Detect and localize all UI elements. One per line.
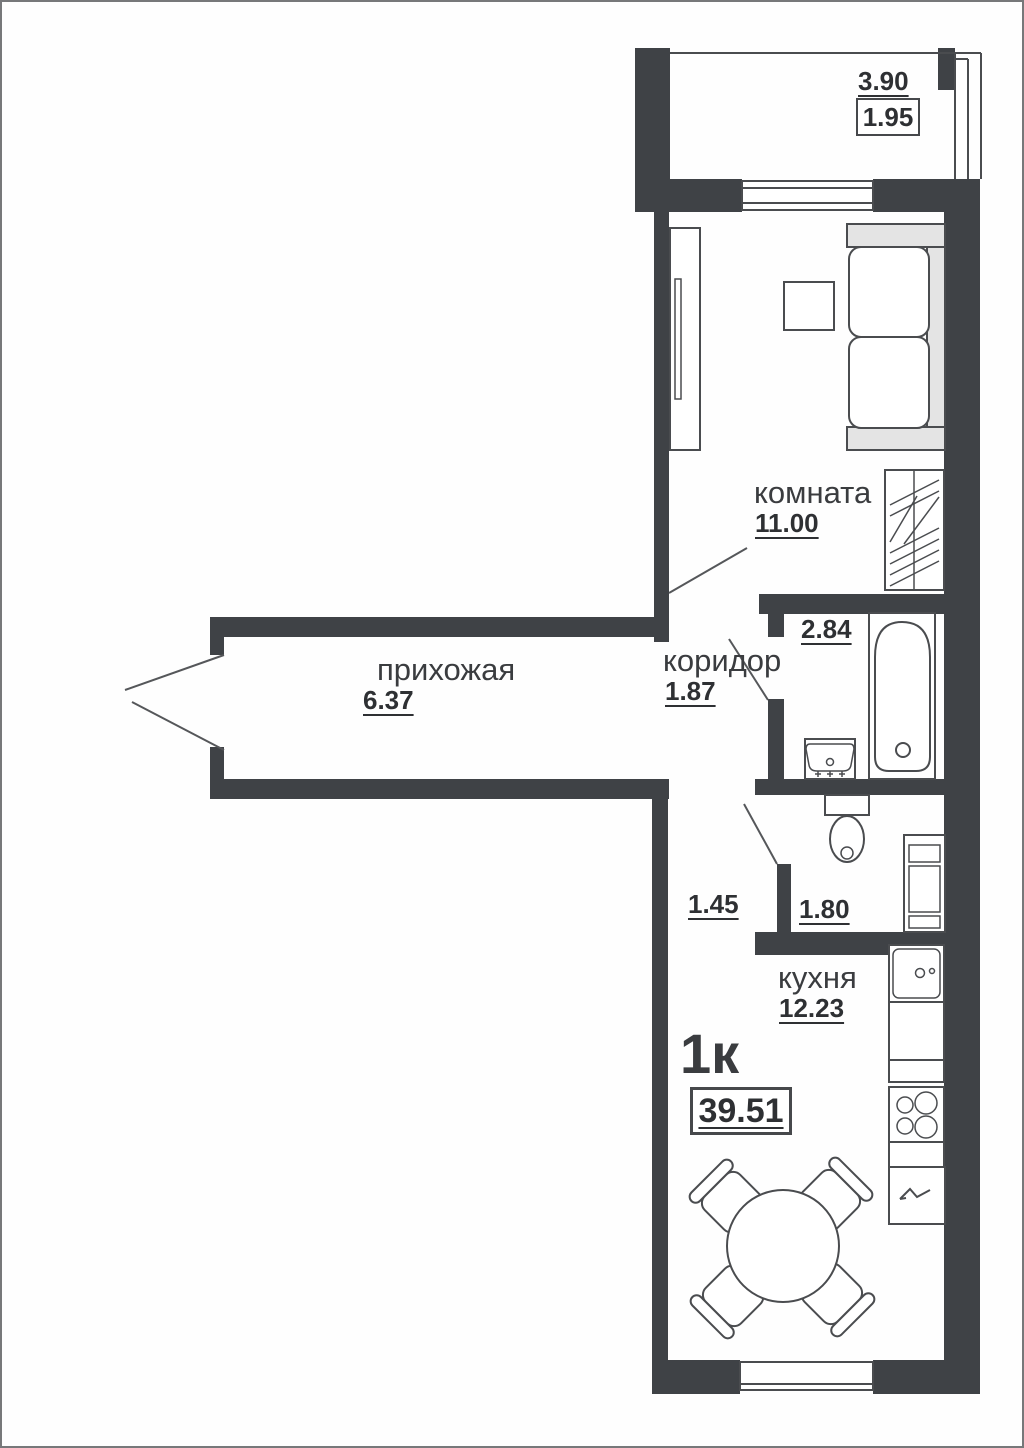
kitchen-name-label: кухня <box>778 960 857 995</box>
corridor-name-label: коридор <box>663 643 782 678</box>
kitchen-area-label: 12.23 <box>779 993 845 1023</box>
wall-kitchen-bottom-left <box>652 1360 740 1394</box>
living-room-name-label: комната <box>754 475 872 510</box>
wall-room-left <box>654 210 669 642</box>
wall-hallway-top <box>210 617 669 637</box>
total-area-label: 39.51 <box>690 1087 792 1135</box>
wall-balcony-right-block <box>938 48 955 90</box>
bathroom-sink <box>805 739 855 779</box>
dining-table <box>727 1190 839 1302</box>
wc-cabinet <box>904 835 945 932</box>
wall-right <box>944 179 980 1394</box>
wall-kitchen-bottom-right <box>873 1360 980 1394</box>
bathtub <box>869 613 935 779</box>
wall-wc-left <box>777 864 791 934</box>
wall-entry-stub-bottom <box>210 747 224 799</box>
wall-kitchen-left <box>652 779 668 1394</box>
wall-hallway-bottom <box>210 779 669 799</box>
wall-bath-left <box>768 699 784 779</box>
wall-bath-door-stub <box>768 614 784 637</box>
wall-room-top-left <box>635 179 742 212</box>
wall-bath-bottom <box>755 779 945 795</box>
window-kitchen <box>740 1362 873 1390</box>
wc-area-label: 1.80 <box>799 894 850 924</box>
apartment-type-label: 1к <box>680 1022 740 1085</box>
door-swings <box>125 548 777 864</box>
hallway-name-label: прихожая <box>377 652 516 687</box>
wall-room-bottom <box>759 594 945 614</box>
storage-area-label: 1.45 <box>688 889 739 919</box>
wall-balcony-left <box>635 48 670 179</box>
kitchen-sink-unit <box>889 945 944 1002</box>
side-table <box>784 282 834 330</box>
entry-door-swing-bottom <box>132 702 224 750</box>
wall-entry-stub-top <box>210 617 224 655</box>
toilet <box>825 795 869 862</box>
bathroom-area-label: 2.84 <box>801 614 852 644</box>
living-room-area-label: 11.00 <box>755 508 819 538</box>
floor-plan-drawing <box>2 2 1024 1448</box>
balcony-area-counted-label: 1.95 <box>856 98 920 136</box>
window-living-room <box>742 181 873 210</box>
living-room-door-swing <box>669 548 747 593</box>
sofa <box>847 224 945 450</box>
wc-door-swing <box>744 804 777 864</box>
corridor-area-label: 1.87 <box>665 676 716 706</box>
fridge <box>889 1167 945 1224</box>
balcony-glazing <box>670 53 981 179</box>
balcony-area-full-label: 3.90 <box>858 66 909 96</box>
stove <box>889 1087 944 1142</box>
closet-hatched <box>885 470 944 590</box>
hallway-area-label: 6.37 <box>363 685 414 715</box>
entry-door-swing-top <box>125 655 224 690</box>
wardrobe-left <box>670 228 700 450</box>
